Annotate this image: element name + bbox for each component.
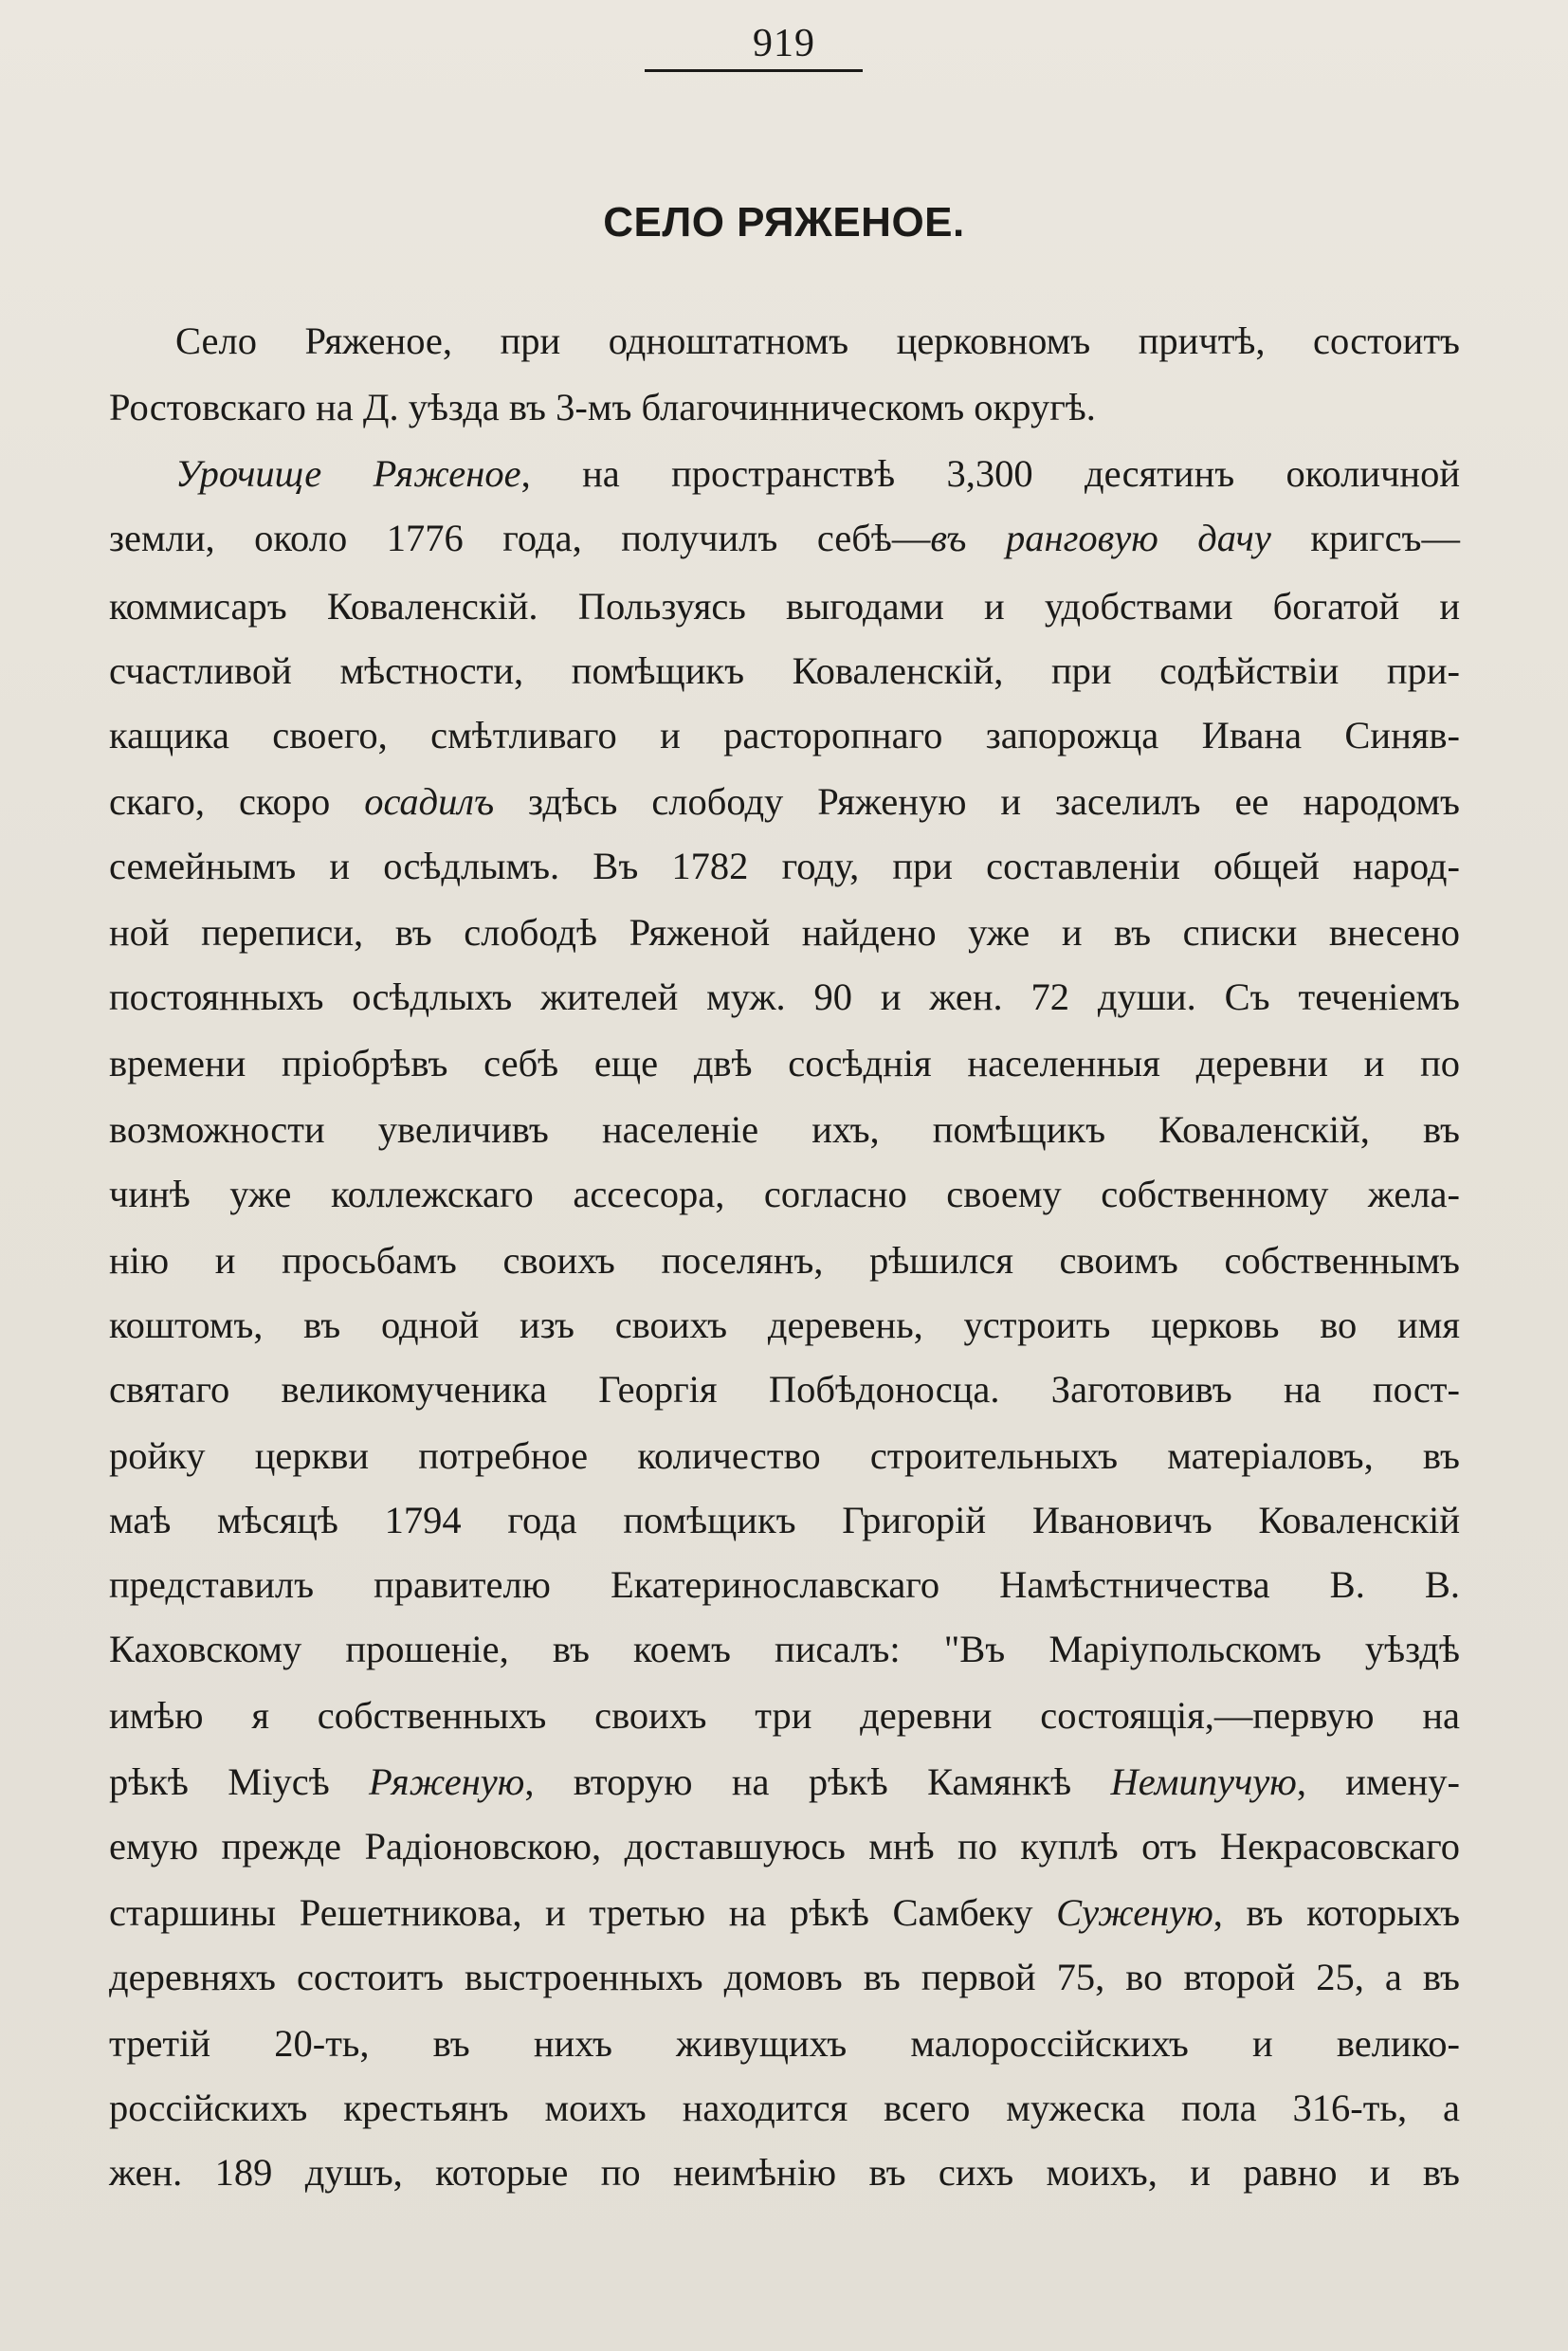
text-segment: возможности увеличивъ населеніе ихъ, помѣщикъ Коваленскій, въ [109,1108,1460,1151]
text-line [109,1237,1460,1285]
page-number-rule [645,69,863,72]
text-segment: третій 20-ть, въ нихъ живущихъ малороссійскихъ и велико- [109,2022,1460,2065]
text-line [109,712,1460,759]
italic-phrase: Немипучую [1110,1760,1297,1803]
text-segment: емую прежде Радіоновскою, доставшуюсь мнѣ по куплѣ отъ Некрасовскаго [109,1825,1460,1868]
text-segment: постоянныхъ осѣдлыхъ жителей муж. 90 и жен. 72 души. Съ теченіемъ [109,975,1460,1018]
text-segment: Ростовскаго на Д. уѣзда въ 3-мъ благочинническомъ округѣ. [109,386,1096,428]
text-segment: скаго, скоро [109,780,365,823]
text-line [109,1823,1460,1870]
text-line [109,450,1460,498]
text-line [109,1497,1460,1544]
text-line [109,2149,1460,2196]
text-line [109,1889,1460,1937]
text-line [109,843,1460,890]
text-line [109,1302,1460,1349]
text-segment: коммисаръ Коваленскій. Пользуясь выгодами и удобствами богатой и [109,585,1460,628]
text-segment: , вторую на рѣкѣ Камянкѣ [524,1760,1111,1803]
text-segment: счастливой мѣстности, помѣщикъ Коваленскій, при содѣйствіи при- [109,649,1460,692]
text-segment: нію и просьбамъ своихъ поселянъ, рѣшился своимъ собственнымъ [109,1239,1460,1282]
text-segment: кригсъ— [1270,517,1460,559]
text-segment: россійскихъ крестьянъ моихъ находится всего мужеска пола 316-ть, а [109,2087,1460,2129]
text-segment: земли, около 1776 года, получилъ себѣ— [109,517,931,559]
text-segment: коштомъ, въ одной изъ своихъ деревень, устроить церковь во имя [109,1303,1460,1346]
text-segment: старшины Решетникова, и третью на рѣкѣ Самбеку [109,1891,1057,1934]
text-segment: времени пріобрѣвъ себѣ еще двѣ сосѣднія населенныя деревни и по [109,1042,1460,1084]
page-number: 919 [753,22,815,65]
section-title: СЕЛО РЯЖЕНОЕ. [603,199,965,246]
italic-phrase: осадилъ [364,780,495,823]
text-line [109,1954,1460,2001]
text-line [109,384,1460,431]
text-line [109,2085,1460,2132]
italic-phrase: Ряженую [369,1760,525,1803]
text-segment: деревняхъ состоитъ выстроенныхъ домовъ въ первой 75, во второй 25, а въ [109,1956,1460,1998]
text-line [109,1366,1460,1413]
text-segment: жен. 189 душъ, которые по неимѣнію въ сихъ моихъ, и равно и въ [109,2151,1460,2194]
text-line [109,1692,1460,1740]
text-line [109,647,1460,695]
italic-phrase: Суженую [1056,1891,1213,1934]
text-segment: кащика своего, смѣтливаго и расторопнаго запорожца Ивана Синяв- [109,714,1460,756]
text-line [109,583,1460,630]
text-line [109,1106,1460,1154]
text-line [109,1626,1460,1673]
text-segment: маѣ мѣсяцѣ 1794 года помѣщикъ Григорій Ивановичъ Коваленскій [109,1499,1460,1541]
text-segment: ной переписи, въ слободѣ Ряженой найдено уже и въ списки внесено [109,911,1460,954]
text-line [109,1171,1460,1218]
text-line [109,2020,1460,2068]
text-segment: представилъ правителю Екатеринославскаго Намѣстничества В. В. [109,1563,1460,1606]
text-segment: Село Ряженое, при одноштатномъ церковномъ причтѣ, состоитъ [175,319,1460,362]
text-segment: чинѣ уже коллежскаго ассесора, согласно своему собственному жела- [109,1173,1460,1215]
text-segment: здѣсь слободу Ряженую и заселилъ ее народомъ [494,780,1460,823]
text-segment: святаго великомученика Георгія Побѣдоносца. Заготовивъ на пост- [109,1368,1460,1411]
text-segment: , имену- [1296,1760,1460,1803]
text-line [109,515,1460,562]
text-line [109,1759,1460,1806]
text-line [109,778,1460,826]
text-segment: ройку церкви потребное количество строительныхъ матеріаловъ, въ [109,1434,1460,1477]
text-line [109,1561,1460,1609]
text-segment: имѣю я собственныхъ своихъ три деревни состоящія,—первую на [109,1694,1460,1737]
text-segment: , въ которыхъ [1212,1891,1461,1934]
text-segment: рѣкѣ Міусѣ [109,1760,370,1803]
text-line [109,909,1460,957]
text-segment: семейнымъ и осѣдлымъ. Въ 1782 году, при составленіи общей народ- [109,845,1460,887]
italic-phrase: Урочище Ряженое [175,452,521,495]
italic-phrase: въ ранговую дачу [930,517,1271,559]
text-line [109,1432,1460,1480]
text-line [109,318,1460,365]
text-line [109,1040,1460,1087]
text-line [109,974,1460,1021]
text-segment: Каховскому прошеніе, въ коемъ писалъ: "Въ Маріупольскомъ уѣздѣ [109,1628,1460,1670]
text-segment: , на пространствѣ 3,300 десятинъ околичной [520,452,1460,495]
